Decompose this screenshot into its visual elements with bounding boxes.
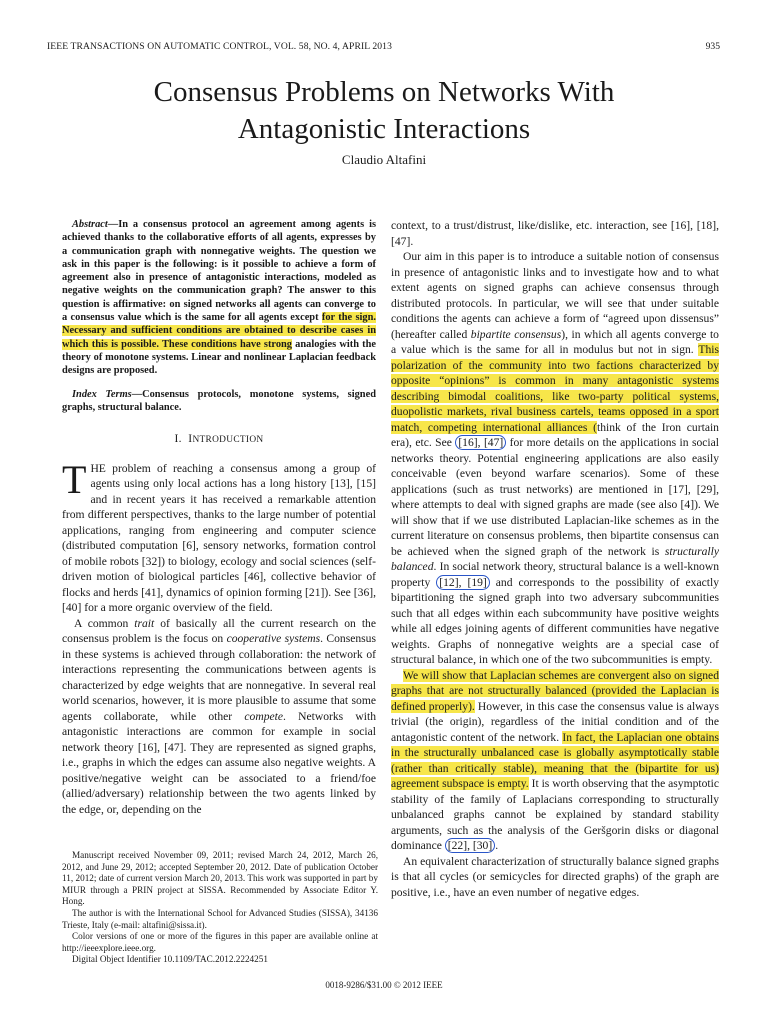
right-p1-highlight: This polarization of the community into two factions characterized by opposite “opinions” is common in many antagonistic systems describing bimodal coalitions, like two-party political systems, duopolistic markets, rival business cartels, teams opposed in a sport match, competing international alliances (: [391, 343, 719, 434]
index-terms: [62, 388, 376, 415]
abstract-dash: —: [107, 219, 119, 230]
right-p2-c: .: [495, 839, 499, 852]
right-paragraph-0: context, to a trust/distrust, like/dislike, etc. interaction, see [16], [18], [47].: [391, 219, 719, 248]
drop-cap: T: [62, 456, 87, 502]
footnote-manuscript: Manuscript received November 09, 2011; revised March 24, 2012, March 26, 2012, and June 29, 2012; accepted September 20, 2012. Date of publication October 11, 2012; date of current version March 20, 2013. This work was supported in part by MIUR through a PRIN project at SISSA. Recommended by Associate Editor Y. Hong.: [62, 850, 378, 907]
right-p1-b: ), in which all agents converge to a value which is the same for all in modulus but not in sign.: [391, 327, 719, 356]
paper-title: [0, 74, 768, 148]
footnote-author: The author is with the International School for Advanced Studies (SISSA), 34136 Trieste, Italy (e-mail: altafini@sissa.it).: [62, 907, 378, 930]
right-p2-a: However, in this case the consensus value is always trivial (the origin), regardless of the initial condition and of the antagonistic content of the network.: [391, 699, 719, 744]
right-p1-c: think of the Iron curtain era), etc. See: [391, 420, 719, 449]
index-terms-text: Consensus protocols, monotone systems, signed graphs, structural balance.: [62, 388, 376, 413]
footnote-doi: Digital Object Identifier 10.1109/TAC.2012.2224251: [72, 954, 268, 965]
footnotes: [62, 850, 378, 966]
right-p1-bipartite: bipartite consensus: [470, 327, 562, 341]
index-terms-dash: —: [131, 388, 143, 400]
intro-paragraph-1: [62, 456, 376, 616]
intro-p2-cooperative: cooperative systems: [226, 632, 321, 646]
right-p1-e: . In social network theory, structural balance is a well-known property: [391, 560, 719, 589]
intro-p2-a: A common: [74, 616, 135, 630]
intro-p2-compete: compete: [244, 709, 284, 723]
intro-p2-d: . Networks with antagonistic interactions are common for example in social network theory [16], [47]. They are represented as signed graphs, i.e., graphs in which the edges can assume also negative weights. A positive/negative weight can be associated to a friend/foe (allied/adversary) relationship between the two agents linked by the edge, or, depending on the: [62, 709, 376, 816]
abstract-text-b: analogies with the theory of monotone systems. Linear and nonlinear Laplacian feedback designs are proposed.: [62, 338, 376, 377]
right-p2-b: It is worth observing that the asymptotic stability of the family of Laplacians corresponding to structurally unbalanced graphs cannot be explained by standard stability arguments, such as the analysis of the Geršgorin disks or diagonal dominance: [391, 777, 719, 852]
right-paragraph-2: [391, 668, 719, 854]
circled-reference-3: [22], [30]: [445, 838, 495, 853]
right-p1-a: Our aim in this paper is to introduce a suitable notion of consensus in presence of antagonistic links and to investigate how and to what extent agents on signed graphs can achieve consensus through distributed protocols. In particular, we will see that under suitable conditions the agents can achieve a form of “agreed upon dissensus” (hereafter called: [391, 250, 719, 341]
copyright-footer: 0018-9286/$31.00 © 2012 IEEE: [325, 980, 443, 990]
footnote-color: Color versions of one or more of the figures in this paper are available online at http://ieeexplore.ieee.org.: [62, 931, 378, 953]
section-first-letter: I: [188, 432, 193, 446]
right-p1-f: and corresponds to the possibility of exactly bipartitioning the signed graph into two adversary subcommunities such that all edges within each subcommunity have positive weights while all edges joining agents of different communities have negative weights. Graphs of nonnegative weights are a special case of structural balance, in which one of the two subcommunities is empty.: [391, 575, 719, 666]
left-column: [62, 218, 376, 817]
index-terms-lead: Index Terms: [72, 388, 132, 400]
abstract-highlight: for the sign. Necessary and sufficient conditions are obtained to describe cases in which this is possible. These conditions have strong: [62, 312, 376, 350]
right-p2-highlight-2: In fact, the Laplacian one obtains in the structurally unbalanced case is globally asymptotically stable (rather than critically stable), meaning that the (bipartite for us) agreement subspace is empty.: [391, 730, 719, 790]
right-p1-d: for more details on the applications in social networks theory. Potential engineering applications are also easily conceivable (even beyond warfare scenarios). Some of these applications (such as trust networks) are mentioned in [17], [29], where attempts to deal with signed graphs are made (see also [4]). We will show that if we use distributed Laplacian-like schemes as in the current literature on consensus problems, then bipartite consensus can be achieved when the signed graph of the network is: [391, 436, 720, 558]
journal-header: IEEE TRANSACTIONS ON AUTOMATIC CONTROL, VOL. 58, NO. 4, APRIL 2013: [47, 41, 392, 52]
circled-reference-2: [12], [19]: [436, 575, 490, 590]
title-line-2: Antagonistic Interactions: [237, 113, 531, 145]
title-line-1: Consensus Problems on Networks With: [153, 76, 615, 108]
author-name: Claudio Altafini: [341, 152, 427, 167]
page-number: 935: [705, 41, 720, 52]
circled-reference-1: [16], [47]: [455, 435, 506, 450]
right-p2-highlight-1: We will show that Laplacian schemes are convergent also on signed graphs that are not structurally balanced (provided the Laplacian is defined properly).: [391, 668, 719, 713]
abstract-text-a: In a consensus protocol an agreement among agents is achieved thanks to the collaborative efforts of all agents, expresses by a communication graph with nonnegative weights. The question we ask in this paper is the following: is it possible to achieve a form of agreement also in presence of antagonistic interactions, modeled as negative weights on the communication graph? The answer to this question is affirmative: on signed networks all agents can converge to a consensus value which is the same for all agents except: [62, 219, 376, 324]
intro-paragraph-2: [62, 616, 376, 818]
intro-p2-b: of basically all the current research on the consensus problem is the focus on: [62, 616, 376, 646]
right-p1-structural: structurally balanced: [391, 544, 719, 573]
right-column: [391, 218, 719, 900]
section-number: I.: [174, 432, 182, 446]
intro-p2-c: . Consensus in these systems is achieved through collaboration: the network of interactions representing the communications between agents is characterized by edge weights that are nonnegative. In several real world scenarios, however, it is more plausible to assume that some agents collaborate, while other: [62, 632, 376, 723]
intro-p2-trait: trait: [134, 616, 155, 630]
right-paragraph-1: [391, 249, 719, 668]
right-paragraph-3: An equivalent characterization of structurally balance signed graphs is that all cycles (or semicycles for directed graphs) of the graph are positive, i.e., have an even number of negative edges.: [391, 854, 719, 899]
section-heading: [62, 431, 376, 449]
abstract-lead: Abstract: [72, 219, 108, 230]
abstract: [62, 218, 376, 378]
intro-p1-text: HE problem of reaching a consensus among a group of agents using only local actions has a long history [13], [15] and in recent years it has received a remarkable attention from different perspectives, thanks to the large number of potential applications, ranging from engineering and computer science (distributed computation [6], sensory networks, formation control of mobile robots [32]) to biology, ecology and social sciences (self-driven motion of biological particles [46], collective behavior of flocks and herds [41], dynamics of opinion forming [21]). See [36], [40] for a more organic overview of the field.: [62, 461, 376, 615]
section-rest: NTRODUCTION: [192, 435, 264, 446]
